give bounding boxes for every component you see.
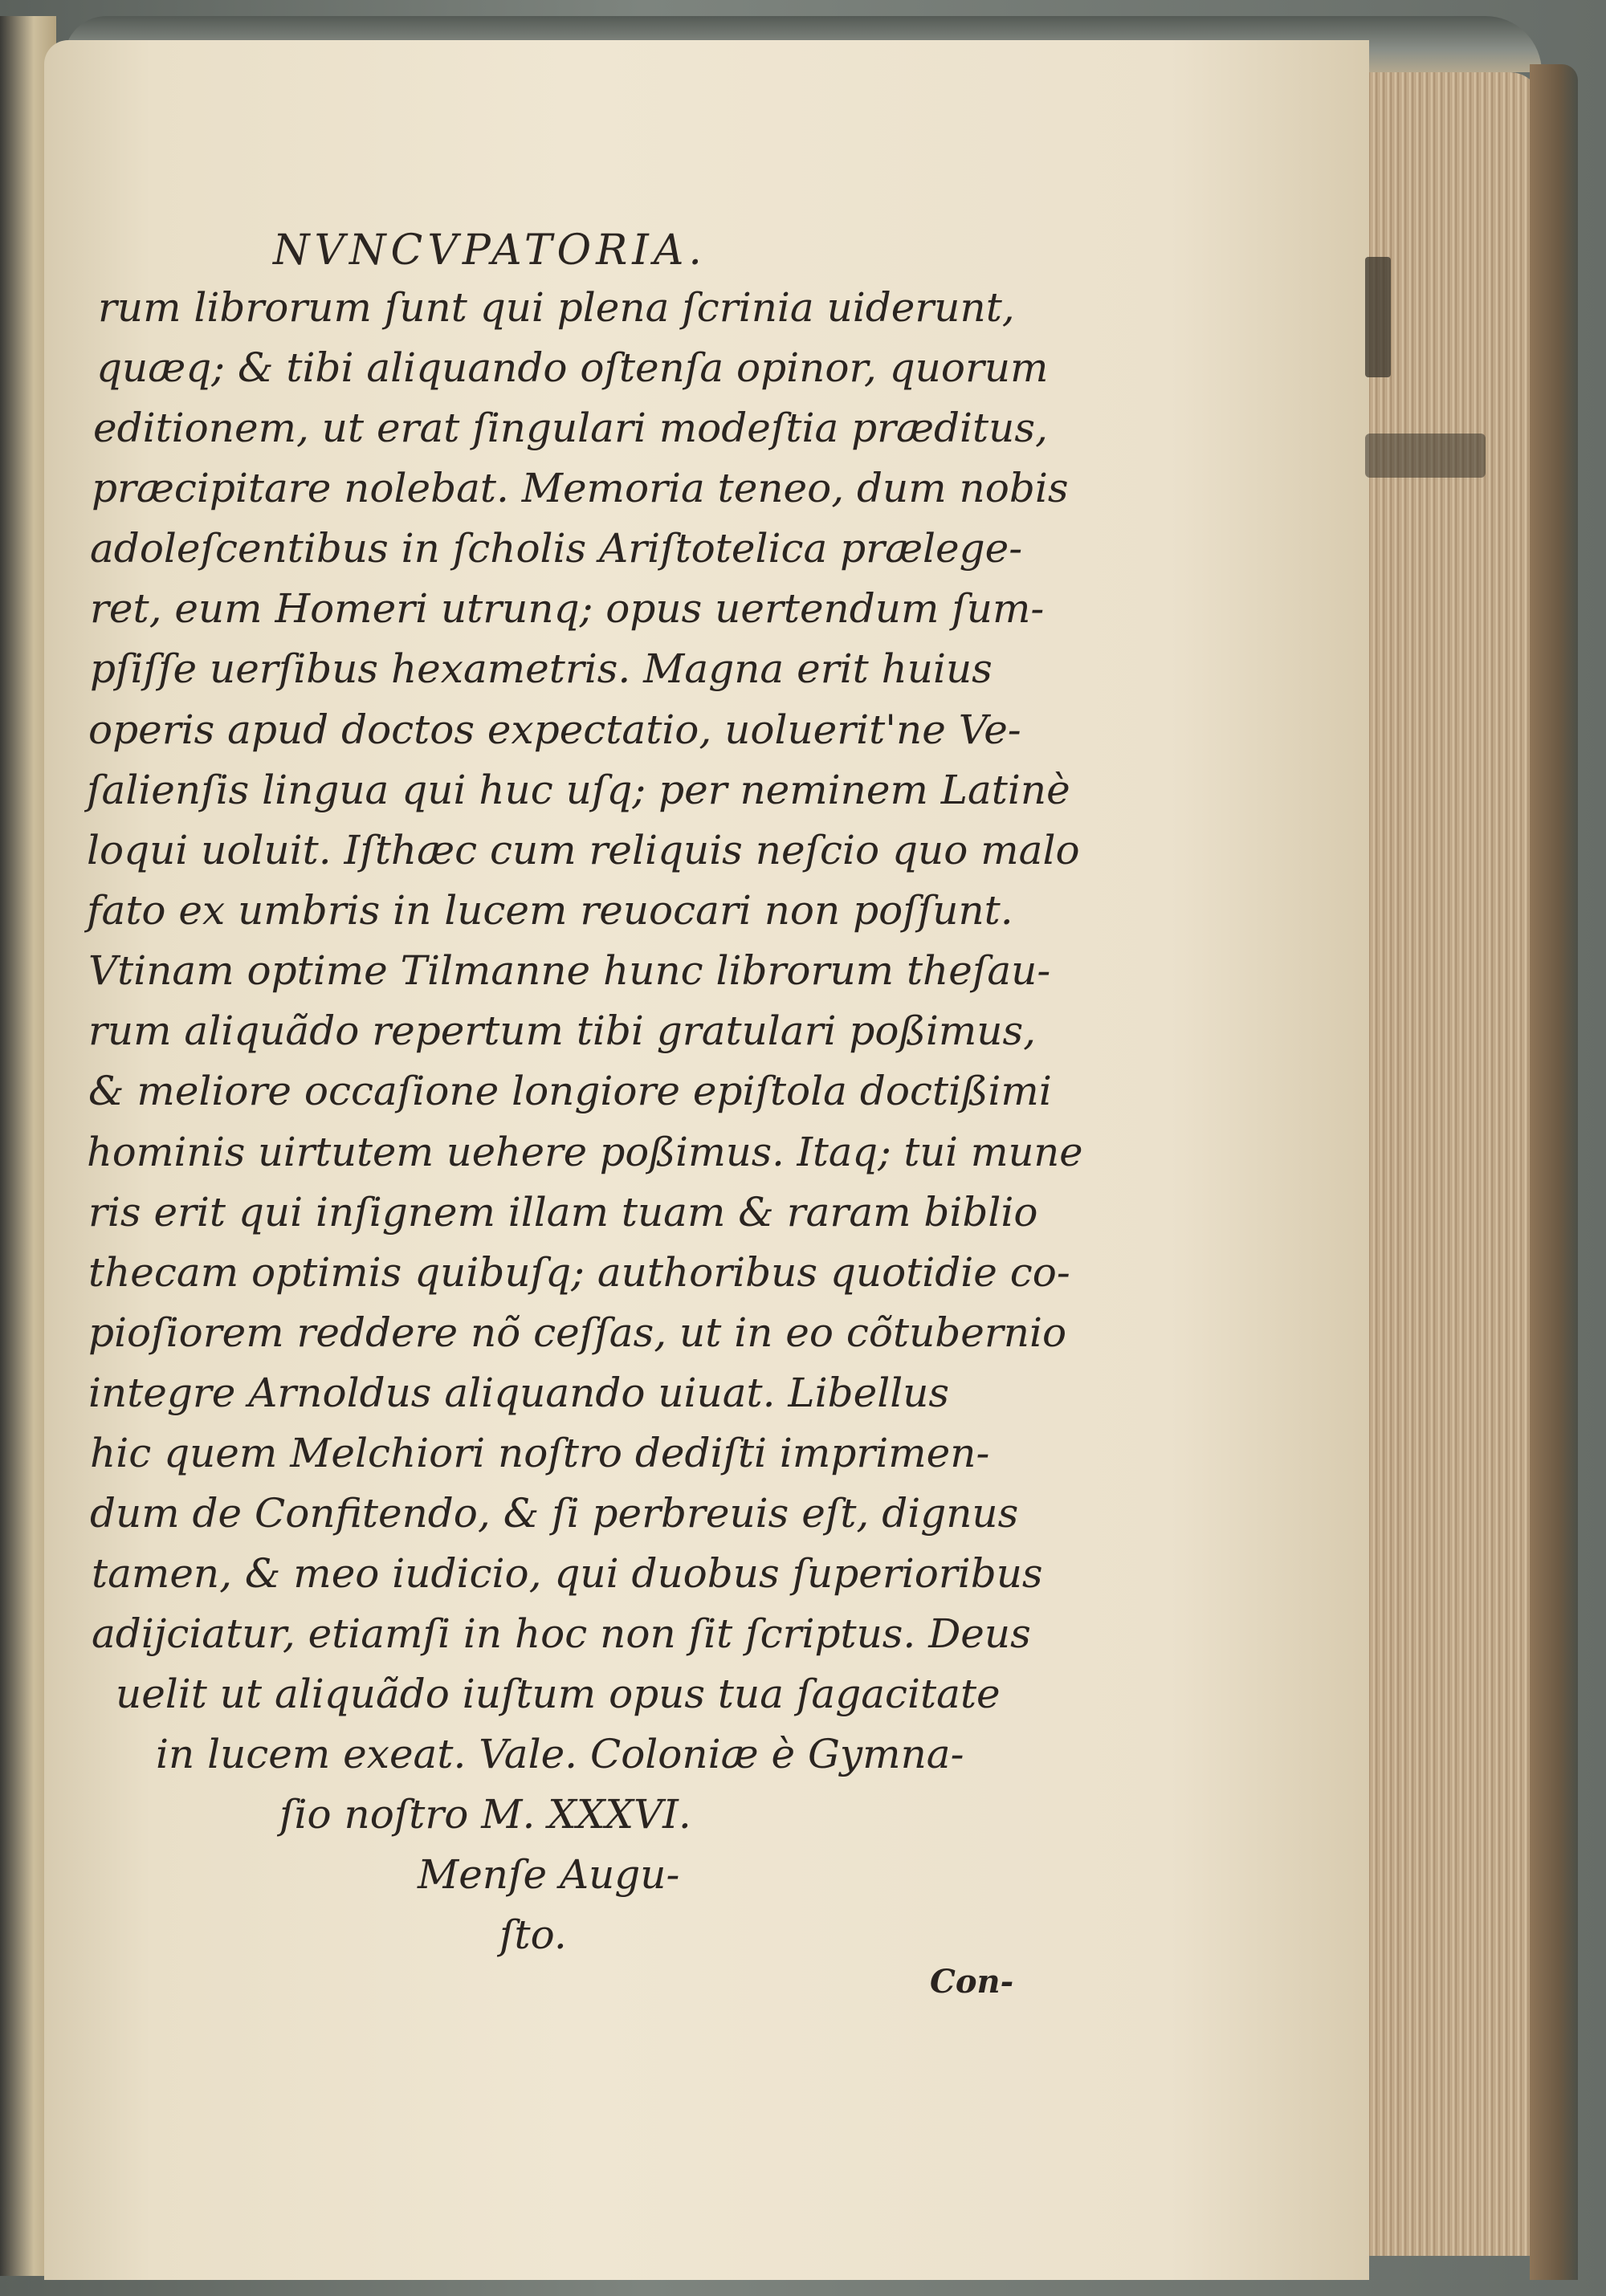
text-line: ſalienſis lingua qui huc uſq; per neminem Latinè: [87, 767, 1070, 813]
text-line: loqui uoluit. Iſthæc cum reliquis neſcio quo malo: [87, 827, 1080, 873]
text-line: hominis uirtutem uehere poßimus. Itaq; tui mune: [87, 1129, 1083, 1175]
running-head: NVNCVPATORIA.: [273, 226, 707, 275]
text-line: editionem, ut erat ſingulari modeſtia præditus,: [93, 405, 1048, 451]
book-cover-edge: [1530, 64, 1578, 2280]
text-line: adijciatur, etiamſi in hoc non ſit ſcriptus. Deus: [92, 1610, 1031, 1657]
text-line: tamen, & meo iudicio, qui duobus ſuperioribus: [92, 1550, 1043, 1597]
text-line: pioſiorem reddere nõ ceſſas, ut in eo cõtubernio: [88, 1309, 1067, 1356]
text-line: integre Arnoldus aliquando uiuat. Libellus: [88, 1370, 950, 1416]
text-line: rum aliquãdo repertum tibi gratulari poßimus,: [88, 1008, 1037, 1054]
text-line: hic quem Melchiori noſtro dediſti imprimen-: [90, 1430, 990, 1476]
text-line: Vtinam optime Tilmanne hunc librorum theſau-: [88, 947, 1051, 994]
text-line: uelit ut aliquãdo iuſtum opus tua ſagacitate: [116, 1671, 1001, 1717]
page-fore-edge: [1357, 72, 1542, 2256]
ink-bleed-mark: [1365, 257, 1391, 377]
text-line: adoleſcentibus in ſcholis Ariſtotelica prælege-: [90, 525, 1023, 572]
text-line: operis apud doctos expectatio, uoluerit'ne Ve-: [88, 706, 1021, 753]
closing-line: ſto.: [499, 1911, 567, 1958]
text-line: ris erit qui inſignem illam tuam & raram biblio: [88, 1189, 1038, 1236]
text-line: in lucem exeat. Vale. Coloniæ è Gymna-: [156, 1731, 964, 1777]
text-line: dum de Confitendo, & ſi perbreuis eſt, dignus: [90, 1490, 1019, 1537]
text-line: pſiſſe uerſibus hexametris. Magna erit huius: [90, 645, 993, 692]
text-line: ret, eum Homeri utrunq; opus uertendum ſum-: [90, 585, 1045, 632]
closing-line: ſio noſtro M. XXXVI.: [279, 1791, 691, 1838]
text-line: præcipitare nolebat. Memoria teneo, dum nobis: [92, 465, 1069, 511]
text-line: rum librorum ſunt qui plena ſcrinia uiderunt,: [98, 284, 1015, 331]
catchword: Con-: [930, 1963, 1014, 2001]
ink-bleed-mark: [1365, 434, 1486, 478]
closing-line: Menſe Augu-: [418, 1851, 680, 1898]
text-line: & meliore occaſione longiore epiſtola doctißimi: [88, 1068, 1052, 1114]
text-line: thecam optimis quibuſq; authoribus quotidie co-: [88, 1249, 1070, 1296]
text-line: quæq; & tibi aliquando oſtenſa opinor, quorum: [96, 344, 1049, 391]
text-line: fato ex umbris in lucem reuocari non poſſunt.: [87, 887, 1013, 934]
